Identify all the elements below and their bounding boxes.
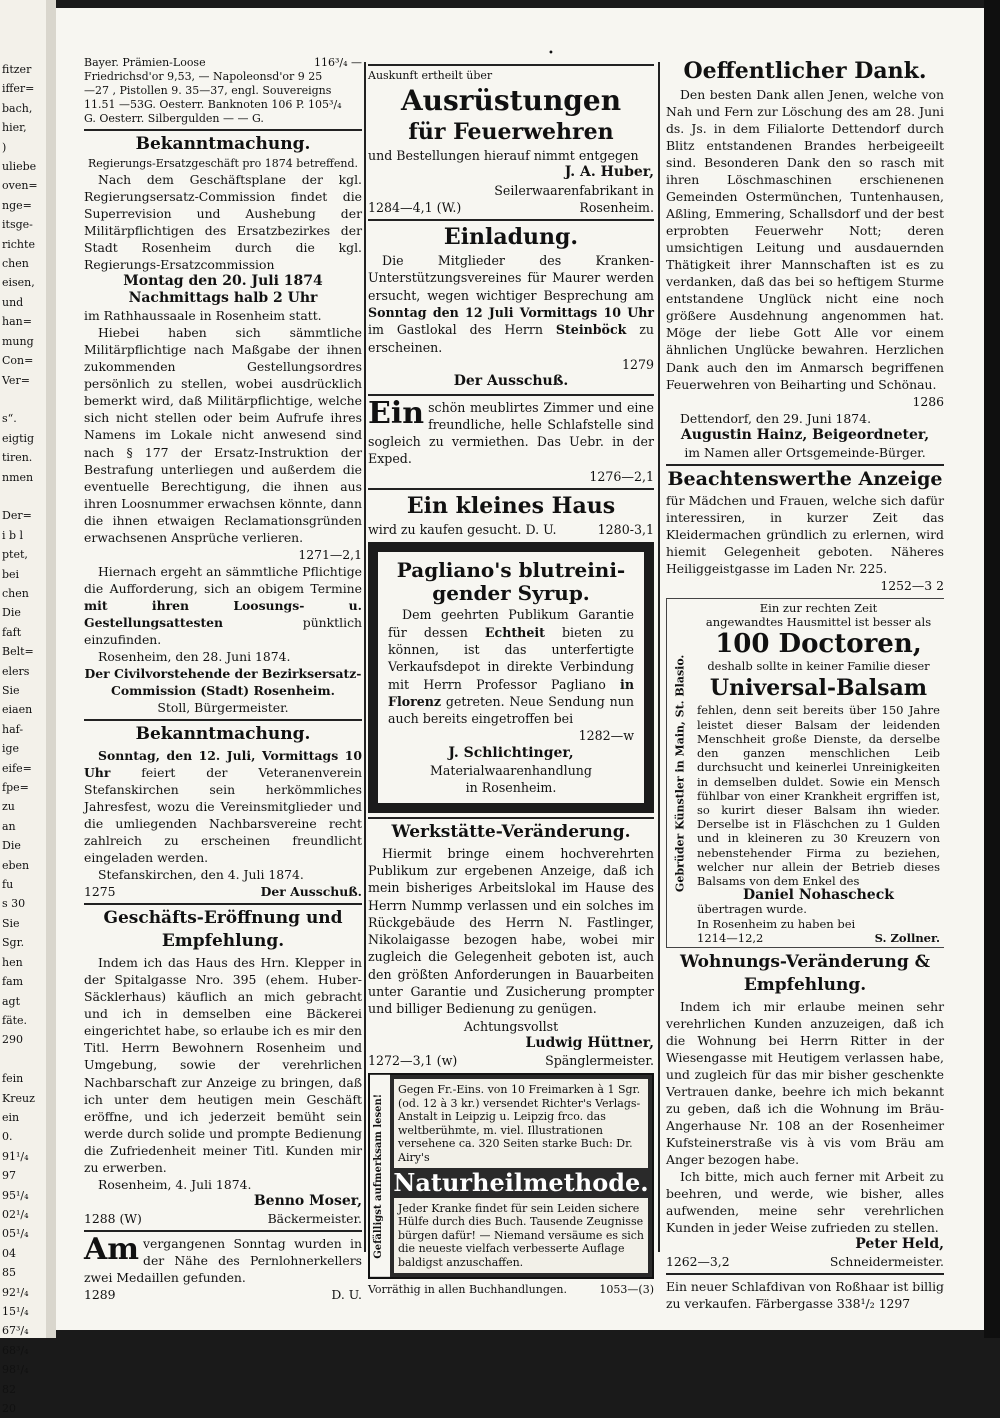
margin-fragment: tiren.: [2, 451, 33, 465]
ad-code: 1284—4,1 (W.): [368, 199, 462, 215]
column-2: [368, 56, 654, 1297]
ad-kleidermachen: [666, 469, 944, 594]
ad-signer: Ludwig Hüttner,: [525, 1034, 654, 1051]
ad-line: deshalb sollte in keiner Familie dieser: [707, 659, 930, 674]
margin-fragment: mung: [2, 334, 34, 348]
ad-wohnung: [666, 952, 944, 1271]
ad-code: 1288 (W): [84, 1210, 142, 1226]
ad-code: 1289: [84, 1286, 116, 1302]
ad-dateline: Rosenheim, 4. Juli 1874.: [98, 1176, 252, 1192]
margin-fragment: 67³/₄: [2, 1324, 29, 1338]
ad-signer: Stoll, Bürgermeister.: [157, 699, 289, 715]
ad-code: 1280-3,1: [597, 522, 654, 538]
ad-subtitle: Regierungs-Ersatzgeschäft pro 1874 betreffend.: [88, 157, 358, 170]
ad-body: getreten. Neue Sendung nun auch bereits eingetroffen bei: [388, 693, 634, 727]
ad-dateline: Dettendorf, den 29. Juni 1874.: [680, 410, 872, 426]
margin-fragment: 15¹/₄: [2, 1305, 29, 1318]
ad-initial: Am: [84, 1231, 140, 1267]
market-line: 11.51 —53G. Oesterr. Banknoten 106 P. 105³/₄: [84, 98, 342, 111]
ad-trade: Spänglermeister.: [545, 1053, 654, 1069]
ad-emphasis: Echtheit: [484, 624, 545, 640]
ad-body: Hiebei haben sich sämmtliche Militärpflichtige nach Maßgabe der ihnen zukommenden Gestellungsordres persönlich zu stellen, wobei ausdrücklich bemerkt wird, daß Militärpflichtige, welche sich nicht stellen oder beim Aufrufe ihres Namens im Lokale nicht anwesend sind nach § 177 der Ersatz-Instruktion der Bestrafung unterliegen und außerdem die eventuelle Berechtigung, die ihnen aus ihren Loosnummer erwachsen könnte, dann die ihnen etwaigen Reclamationsgründen erwachsenen Ansprüche verlieren.: [84, 325, 362, 545]
ad-title: Empfehlung.: [161, 931, 285, 952]
market-line: G. Oesterr. Silbergulden — — G.: [84, 112, 264, 125]
ad-body: zu erscheinen.: [368, 322, 654, 355]
ad-line: Ein zur rechten Zeit: [759, 600, 878, 615]
ad-title: Empfehlung.: [743, 974, 867, 995]
margin-fragment: 02¹/₄: [2, 1207, 29, 1221]
ad-veteranen: [84, 724, 362, 900]
ad-code: 1262—3,2: [666, 1254, 730, 1270]
margin-fragment: Sie: [2, 916, 20, 930]
margin-fragment: 04: [2, 1246, 16, 1260]
ad-body: bieten zu können, ist das unterfertigte Verkaufsdepot in direkte Verbindung mit Herrn Professor Pagliano: [388, 624, 634, 692]
ad-body: pünktlich einzufinden.: [84, 614, 362, 647]
ad-trade: Seilerwaarenfabrikant in: [494, 182, 654, 198]
market-line: —27 , Pistollen 9. 35—37, engl. Souvereigns: [84, 84, 332, 97]
ad-line: angewandtes Hausmittel ist besser als: [705, 615, 932, 630]
ad-footer: Vorräthig in allen Buchhandlungen.: [368, 1283, 567, 1297]
market-line: 116³/₄ —: [313, 56, 362, 69]
ad-code: 1272—3,1 (w): [368, 1053, 458, 1069]
margin-fragment: 290: [2, 1033, 23, 1047]
ad-code: 1276—2,1: [589, 468, 654, 484]
margin-fragment: eisen,: [2, 276, 35, 290]
ad-signer: Augustin Hainz, Beigeordneter,: [680, 426, 930, 443]
ad-title: Ausrüstungen: [400, 84, 622, 117]
margin-fragment: Der=: [2, 509, 32, 523]
market-report: [84, 56, 362, 126]
margin-fragment: und: [2, 295, 24, 309]
ad-title: Geschäfts-Eröffnung und: [103, 908, 343, 929]
ad-body: und Bestellungen hierauf nimmt entgegen: [368, 148, 639, 163]
ad-trade: Schneidermeister.: [829, 1254, 944, 1270]
margin-fragment: ): [2, 140, 7, 154]
ad-naturheilmethode: [368, 1073, 654, 1279]
ad-code: 1252—3 2: [880, 577, 944, 593]
ad-closing: Achtungsvollst: [463, 1018, 559, 1034]
ad-body: Hiernach ergeht an sämmtliche Pflichtige die Aufforderung, sich an obigem Termine: [84, 563, 362, 596]
ad-body: fehlen, denn seit bereits über 150 Jahre leistet dieser Balsam der leidenden Menschheit große Dienste, da derselbe den ganzen menschlichen Leib durchsucht und keinerlei Unreinigkeiten in demselben duldet. Sowie ein Mensch fühlbar von einer Krankheit ergriffen ist, so kurirt dieser Balsam ihn wieder. Derselbe ist in Fläschchen zu 1 Gulden und in kleineren zu 30 Kreuzern von nebenstehender Firma zu beziehen, welcher nur allein der Betrieb dieses Balsams von dem Enkel des: [697, 703, 940, 888]
ad-seller: S. Zollner.: [874, 930, 940, 945]
margin-fragment: haf-: [2, 722, 24, 736]
margin-fragment: iffer=: [2, 82, 35, 96]
margin-fragment: an: [2, 819, 16, 833]
ad-code: 1271—2,1: [298, 546, 362, 562]
ad-emphasis: Steinböck: [555, 322, 627, 338]
margin-fragment: fein: [2, 1072, 24, 1086]
margin-fragment: fu: [2, 878, 14, 892]
ad-signer: J. A. Huber,: [564, 164, 654, 181]
ad-body: im Gastlokal des Herrn: [368, 322, 544, 338]
ad-title: Pagliano's blutreini-: [396, 558, 626, 583]
margin-fragment: hier,: [2, 121, 27, 135]
page-gutter: [46, 0, 56, 1338]
ad-haus: [368, 493, 654, 538]
margin-fragment: fpe=: [2, 781, 29, 795]
market-line: Friedrichsd'or 9,53, — Napoleonsd'or 9 25: [84, 70, 323, 83]
margin-fragment: agt: [2, 994, 21, 1008]
ad-signer: Peter Held,: [855, 1236, 944, 1253]
ad-body: Indem ich mir erlaube meinen sehr verehrlichen Kunden anzuzeigen, daß ich die Wohnung bei Herrn Ritter in der Wiesengasse mit Heutigem verlassen habe, und zugleich für das mir bisher geschenkte Vertrauen danke, beehre ich mich bekannt zu geben, daß ich die Wohnung im Bräu-Angerhause Nr. 108 an der Rosenheimer Kufsteinerstraße vis à vis vom Bräu am Anger bezogen habe.: [666, 998, 944, 1168]
ad-code: 1279: [621, 356, 654, 372]
margin-fragment: eiaen: [2, 703, 33, 717]
ad-werkstaette: [368, 822, 654, 1070]
ad-code: 1282—w: [578, 728, 634, 744]
ad-title: Universal-Balsam: [709, 675, 928, 702]
margin-fragment: 95¹/₄: [2, 1188, 29, 1202]
margin-fragment: elers: [2, 664, 30, 678]
margin-fragments: [2, 60, 46, 1418]
ad-side-text: Gefälligst aufmerksam lesen!: [370, 1075, 390, 1277]
margin-fragment: [2, 390, 46, 409]
ad-body: Dem geehrten Publikum Garantie für dessen: [388, 607, 634, 640]
ad-emphasis: Sonntag, den 12. Juli, Vormittags 10 Uhr: [84, 748, 362, 781]
margin-fragment: oven=: [2, 179, 38, 193]
margin-fragment: zu: [2, 800, 15, 814]
ad-initial: Ein: [368, 395, 425, 431]
ad-body: feiert der Veteranenverein Stefanskirchen sein herkömmliches Jahresfest, wozu die Vereinsmitglieder und die umliegenden Nachbarsvereine recht zahlreich zu erscheinen freundlicht eingeladen werden.: [84, 765, 362, 866]
ad-schlafdivan: [666, 1278, 944, 1312]
ad-title: 100 Doctoren,: [715, 629, 922, 660]
margin-fragment: 92¹/₄: [2, 1285, 29, 1299]
margin-fragment: ptet,: [2, 548, 28, 562]
margin-fragment: fäte.: [2, 1013, 28, 1027]
margin-fragment: nmen: [2, 470, 34, 484]
ad-side-text: [666, 599, 693, 947]
ad-emphasis: mit ihren Loosungs- u. Gestellungsattesten: [84, 597, 362, 630]
margin-fragment: eife=: [2, 761, 32, 775]
ad-line: Auskunft ertheilt über: [368, 69, 493, 82]
margin-fragment: bach,: [2, 101, 33, 115]
side-text: Gebrüder Künstler in Main, St. Blasio.: [673, 654, 687, 892]
margin-fragment: Kreuz: [2, 1091, 35, 1105]
column-rule-2: [658, 62, 660, 1252]
ad-title: Bekanntmachung.: [135, 134, 311, 154]
ad-time: Nachmittags halb 2 Uhr: [128, 290, 318, 307]
ad-title: Werkstätte-Veränderung.: [391, 821, 631, 842]
margin-fragment: itsge-: [2, 218, 33, 232]
ad-code: 1275: [84, 884, 116, 900]
ad-title: für Feuerwehren: [408, 119, 614, 145]
ad-city: in Rosenheim.: [465, 780, 557, 796]
ad-title: Naturheilmethode.: [390, 1172, 652, 1193]
ad-emphasis: in Florenz: [388, 676, 634, 709]
ad-signer: Benno Moser,: [253, 1192, 362, 1209]
margin-fragment: 91¹/₄: [2, 1149, 29, 1163]
ad-pagliano: [368, 542, 654, 812]
ad-signer: im Namen aller Ortsgemeinde-Bürger.: [684, 444, 926, 460]
market-line: Bayer. Prämien-Loose: [84, 56, 206, 69]
ad-title: Ein kleines Haus: [406, 493, 616, 520]
ad-title: gender Syrup.: [432, 581, 590, 606]
ad-line: In Rosenheim zu haben bei: [697, 916, 856, 931]
margin-fragment: chen: [2, 257, 29, 271]
margin-fragment: Sgr.: [2, 936, 25, 950]
ad-body: für Mädchen und Frauen, welche sich dafür interessiren, in kurzer Zeit das Kleidermachen gründlich zu erlernen, wird hiemit Gelegenheit geboten. Näheres Heiliggeistgasse im Laden Nr. 225.: [666, 492, 944, 576]
ad-body: Gegen Fr.-Eins. von 10 Freimarken à 1 Sgr. (od. 12 à 3 kr.) versendet Richter's Verlags-Anstalt in Leipzig u. Leipzig frco. das weltberühmte, m. viel. Illustrationen versehene ca. 320 Seiten starke Buch: Dr. Airy's: [394, 1079, 648, 1168]
ad-body: Ein neuer Schlafdivan von Roßhaar ist billig zu verkaufen. Färbergasse 338¹/₂: [666, 1279, 944, 1312]
ad-body: Die Mitglieder des Kranken-Unterstützungsvereines für Maurer werden ersucht, wegen wichtiger Besprechung am: [368, 253, 654, 303]
ad-sign: D. U.: [331, 1286, 362, 1302]
ad-body: vergangenen Sonntag wurden in der Nähe des Pernlohnerkellers zwei Medaillen gefunden.: [84, 1235, 362, 1285]
scan-edge: [984, 0, 1000, 1338]
ad-signer: Der Ausschuß.: [260, 884, 362, 900]
margin-fragment: s“.: [2, 412, 17, 426]
margin-fragment: fitzer: [2, 63, 32, 76]
ad-title: Beachtenswerthe Anzeige: [667, 467, 943, 490]
ad-emphasis: Sonntag den 12 Juli Vormittags 10 Uhr: [368, 305, 654, 321]
column-3: [666, 56, 944, 1313]
margin-fragment: Con=: [2, 354, 34, 368]
ad-name: Daniel Nohascheck: [743, 887, 894, 904]
margin-fragment: fam: [2, 975, 24, 989]
ad-trade: Bäckermeister.: [267, 1210, 362, 1226]
margin-fragment: uliebe: [2, 160, 37, 174]
print-dot: •: [548, 48, 554, 59]
ad-city: Rosenheim.: [579, 199, 654, 215]
ad-body: übertragen wurde.: [697, 902, 807, 917]
margin-fragment: 97: [2, 1169, 16, 1183]
ad-universal-balsam: [666, 598, 944, 948]
margin-fragment: faft: [2, 625, 22, 639]
margin-fragment: s 30: [2, 897, 26, 911]
ad-signer: Der Ausschuß.: [453, 373, 569, 390]
ad-code: 1053—(3): [599, 1283, 654, 1297]
margin-fragment: hen: [2, 955, 23, 969]
margin-fragment: 0.: [2, 1130, 13, 1144]
margin-fragment: 20: [2, 1402, 16, 1416]
margin-fragment: Ver=: [2, 373, 30, 387]
ad-body: Nach dem Geschäftsplane der kgl. Regierungsersatz-Commission findet die Superrevision und Aushebung der Militärpflichtigen des Ersatzbezirkes der Stadt Rosenheim durch die kgl. Regierungs-Ersatzcommission: [84, 172, 362, 273]
margin-fragment: han=: [2, 315, 32, 329]
column-1: [84, 56, 362, 1303]
margin-fragment: 85: [2, 1266, 16, 1280]
margin-fragment: chen: [2, 586, 29, 600]
ad-date: Montag den 20. Juli 1874: [123, 273, 323, 290]
margin-fragment: 98¹/₄: [2, 1363, 29, 1377]
column-rule-1: [364, 62, 366, 1252]
ad-body: Jeder Kranke findet für sein Leiden sichere Hülfe durch dies Buch. Tausende Zeugnisse bürgen dafür! — Niemand versäume es sich die neueste vielfach verbesserte Auflage baldigst anzuschaffen.: [394, 1198, 648, 1274]
margin-fragment: nge=: [2, 198, 32, 212]
margin-fragment: 68³/₄: [2, 1343, 29, 1357]
ad-body: Den besten Dank allen Jenen, welche von Nah und Fern zur Löschung des am 28. Juni ds. Js. in dem Filialorte Dettendorf durch Blitz entstandenen Brandes herbeigeeilt sind. Besonderen Dank den so rasch mit ihren Löschmaschinen erschienenen Gemeinden Ostermünchen, Tuntenhausen, Aßling, Emmering, Schallsdorf und der best erprobten Feuerwehr Nott; deren umsichtigen Leitung und ausdauernden Thätigkeit ihrer Mannschaften ist es zu verdanken, daß das bei so heftigem Sturme entstandene Unglück nicht eine noch größere Ausdehnung angenommen hat. Möge der liebe Gott Alle vor einem ähnlichen Unglücke bewahren. Herzlichen Dank auch den im Anmarsch begriffenen Feuerwehren von Beiharting und Schönau.: [666, 87, 944, 392]
ad-signer: J. Schlichtinger,: [448, 744, 574, 761]
ad-place: im Rathhaussaale in Rosenheim statt.: [84, 308, 322, 324]
ad-zimmer: [368, 395, 654, 485]
margin-fragment: [2, 1050, 46, 1069]
ad-code: 1214—12,2: [697, 930, 764, 945]
ad-regierung: [84, 134, 362, 716]
ad-code: 1286: [912, 393, 944, 409]
margin-fragment: Die: [2, 839, 21, 853]
margin-fragment: Sie: [2, 684, 20, 697]
margin-fragment: 82: [2, 1382, 16, 1396]
margin-fragment: eigtig: [2, 431, 35, 445]
ad-signer: Der Civilvorstehende der Bezirksersatz-Commission (Stadt) Rosenheim.: [84, 665, 362, 698]
margin-fragment: bei: [2, 567, 20, 581]
ad-baeckerei: [84, 908, 362, 1227]
ad-title: Wohnungs-Veränderung &: [679, 951, 931, 972]
margin-fragment: ige: [2, 742, 20, 756]
ad-feuerwehr: [368, 69, 654, 216]
margin-fragment: i b l: [2, 528, 24, 542]
ad-body: Indem ich das Haus des Hrn. Klepper in der Spitalgasse Nro. 395 (ehem. Huber-Säcklerhaus) käuflich an mich gebracht und ich in demselben eine Bäckerei eingerichtet habe, so erlaube ich es mir den Titl. Herrn Bewohnern Rosenheim und Umgebung, sowie der verehrlichen Nachbarschaft zur Anzeige zu bringen, daß ich unter dem heutigen mein Geschäft eröffne, und ich jederzeit bemüht sein werde durch solide und prompte Bedienung die Zufriedenheit meiner Titl. Kunden mir zu erwerben.: [84, 955, 362, 1175]
ad-body: Ich bitte, mich auch ferner mit Arbeit zu beehren, und werde, wie bisher, alles aufwenden, meine sehr verehrlichen Kunden in jeder Weise zufrieden zu stellen.: [666, 1169, 944, 1236]
margin-fragment: 05¹/₄: [2, 1227, 29, 1241]
ad-dank: [666, 58, 944, 461]
margin-fragment: Belt=: [2, 645, 34, 659]
previous-page-edge: [0, 0, 47, 1416]
margin-fragment: [2, 487, 46, 506]
ad-medaillen: [84, 1231, 362, 1303]
ad-title: Bekanntmachung.: [135, 724, 311, 744]
ad-dateline: Stefanskirchen, den 4. Juli 1874.: [98, 867, 304, 883]
margin-fragment: Die: [2, 606, 21, 620]
ad-trade: Materialwaarenhandlung: [430, 763, 592, 779]
ad-title: Einladung.: [443, 224, 579, 251]
ad-title: Oeffentlicher Dank.: [683, 58, 927, 84]
ad-einladung: [368, 224, 654, 390]
ad-body: Hiermit bringe einem hochverehrten Publikum zur ergebenen Anzeige, daß ich mein bisheriges Arbeitslokal im Hause des Herrn Nummp verlassen und ein solches im Rückgebäude des Herrn N. Fastlinger, Nikolaigasse bezogen habe, wobei mir zugleich die Gelegenheit geboten ist, auch den größten Anforderungen in Bauarbeiten unter Garantie und Zusicherung prompter und billiger Bedienung zu genügen.: [368, 845, 654, 1017]
ad-code: 1297: [878, 1296, 911, 1312]
ad-dateline: Rosenheim, den 28. Juni 1874.: [98, 648, 291, 664]
margin-fragment: ein: [2, 1110, 20, 1124]
ad-body: schön meublirtes Zimmer und eine freundliche, helle Schlafstelle sind sogleich zu vermiethen. Das Uebr. in der Exped.: [368, 399, 654, 467]
margin-fragment: eben: [2, 858, 30, 872]
ad-body: wird zu kaufen gesucht. D. U.: [368, 522, 557, 538]
margin-fragment: richte: [2, 237, 35, 251]
